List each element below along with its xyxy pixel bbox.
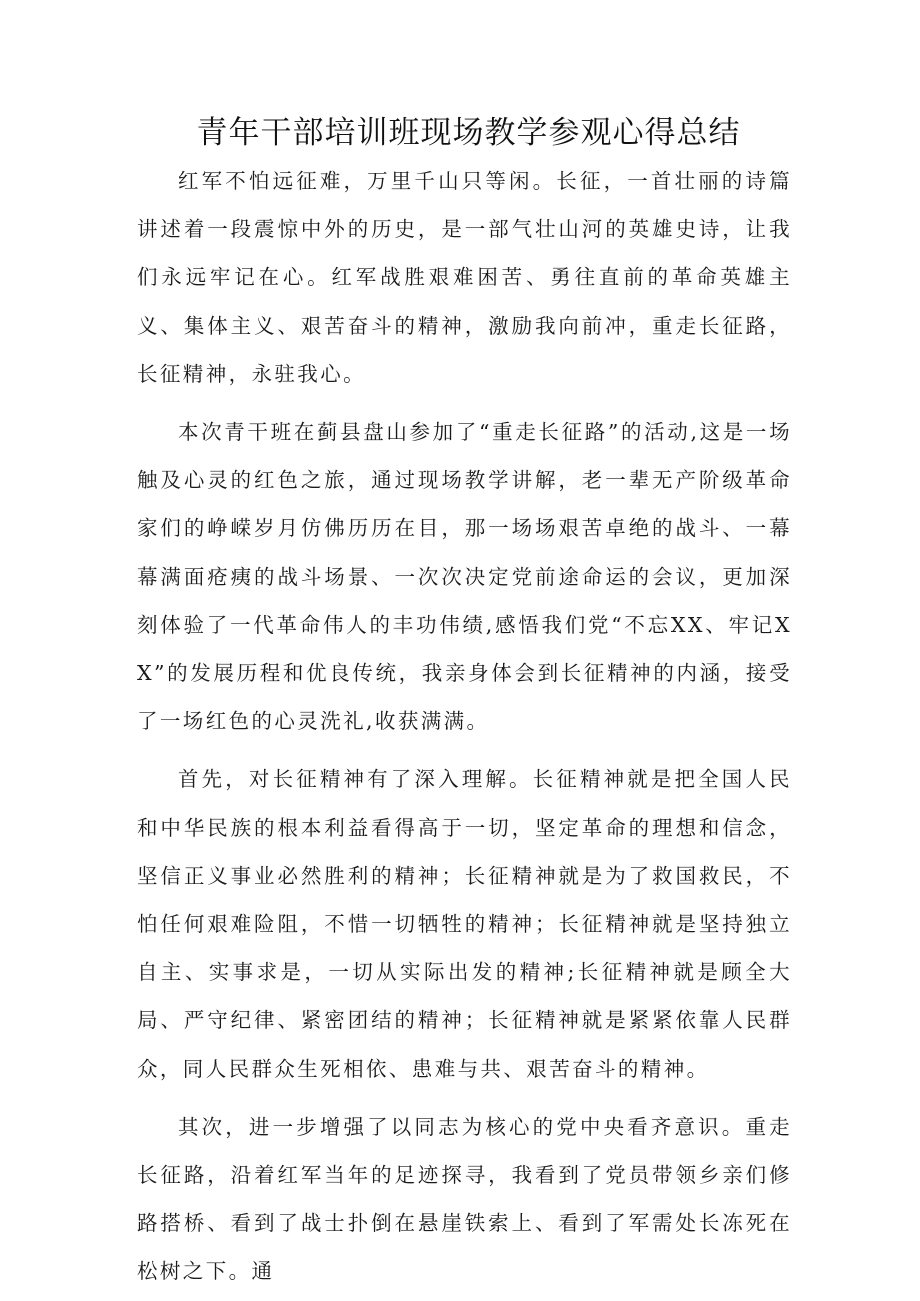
paragraph-first-point: 首先，对长征精神有了深入理解。长征精神就是把全国人民和中华民族的根本利益看得高于一切，坚定革命的理想和信念，坚信正义事业必然胜利的精神；长征精神就是为了救国救民，不怕任何艰难险阻，不惜一切牺牲的精神；长征精神就是坚持独立自主、实事求是，一切从实际出发的精神;长征精神就是顾全大局、严守纪律、紧密团结的精神；长征精神就是紧紧依靠人民群众，同人民群众生死相依、患难与共、艰苦奋斗的精神。 (137, 767, 792, 1081)
paragraph-intro: 红军不怕远征难，万里千山只等闲。长征，一首壮丽的诗篇讲述着一段震惊中外的历史，是一部气壮山河的英雄史诗，让我们永远牢记在心。红军战胜艰难困苦、勇往直前的革命英雄主义、集体主义、艰苦奋斗的精神，激励我向前冲，重走长征路，长征精神，永驻我心。 (137, 169, 792, 386)
document-title: 青年干部培训班现场教学参观心得总结 (196, 115, 741, 151)
paragraph-second-point: 其次，进一步增强了以同志为核心的党中央看齐意识。重走长征路，沿着红军当年的足迹探寻，我看到了党员带领乡亲们修路搭桥、看到了战士扑倒在悬崖铁索上、看到了军需处长冻死在松树之下。通 (137, 1114, 792, 1284)
paragraph-activity: 本次青干班在蓟县盘山参加了“重走长征路”的活动,这是一场触及心灵的红色之旅，通过现场教学讲解，老一辈无产阶级革命家们的峥嵘岁月仿佛历历在目，那一场场艰苦卓绝的战斗、一幕幕满面疮痍的战斗场景、一次次决定党前途命运的会议，更加深刻体验了一代革命伟人的丰功伟绩,感悟我们党“不忘XX、牢记XX”的发展历程和优良传统，我亲身体会到长征精神的内涵，接受了一场红色的心灵洗礼,收获满满。 (137, 420, 792, 734)
